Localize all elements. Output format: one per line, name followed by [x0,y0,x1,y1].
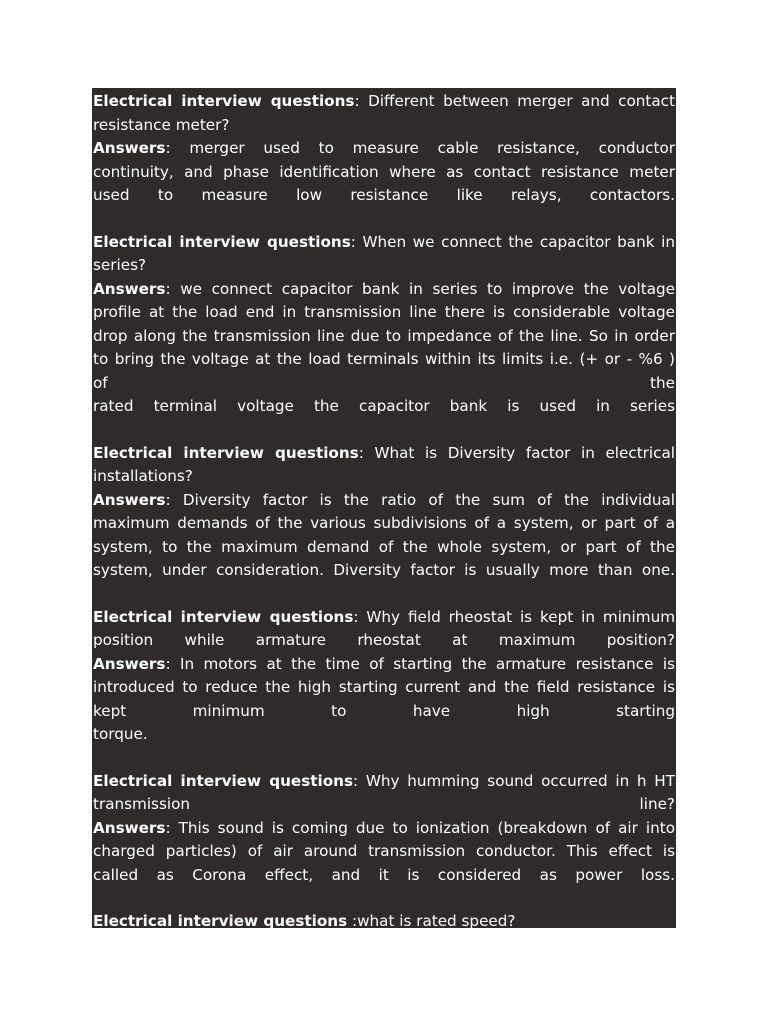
question-line [93,910,675,928]
answer-line [93,278,675,302]
line-text: : This sound is coming due to ionization (breakdown of air into [165,818,675,837]
question-label: Electrical interview questions [93,232,351,251]
question-label: Electrical interview questions [93,912,348,928]
question-label: Electrical interview questions [93,443,359,462]
text-line [93,723,675,747]
text-line [93,301,675,325]
section-spacer [93,747,675,770]
answer-label: Answers [93,279,166,298]
line-text: position while armature rheostat at maximum position? [93,631,675,649]
qa-section [93,90,675,208]
section-spacer [93,887,675,910]
line-text: of the [93,373,675,392]
line-text: maximum demands of the various subdivisions of a system, or part of a [93,514,675,532]
text-line [93,161,675,185]
question-label: Electrical interview questions [93,92,355,110]
text-line [93,629,675,653]
line-text: introduced to reduce the high starting current and the field resistance is [93,678,675,696]
text-line [93,325,675,349]
text-line [93,700,675,724]
text-line [93,114,675,138]
line-text: used to measure low resistance like relays, contactors. [93,186,675,204]
line-text: torque. [93,725,148,743]
section-spacer [93,419,675,442]
line-text: : Diversity factor is the ratio of the sum of the individual [165,490,675,509]
text-line [93,840,675,864]
line-text: continuity, and phase identification where as contact resistance meter [93,162,675,181]
line-text: : Different between merger and contact [354,92,675,110]
text-line [93,254,675,278]
text-line [93,184,675,208]
text-line [93,676,675,700]
line-text: : When we connect the capacitor bank in [350,232,675,251]
line-text: : Why humming sound occurred in h HT [352,771,675,790]
text-line [93,864,675,888]
text-line [93,559,675,583]
qa-section [93,231,675,419]
question-line [93,442,675,466]
question-line [93,90,675,114]
answer-label: Answers [93,139,166,157]
line-text: kept minimum to have high starting [93,701,675,720]
line-text: called as Corona effect, and it is considered as power loss. [93,865,675,884]
text-line [93,465,675,489]
answer-line [93,137,675,161]
line-text: charged particles) of air around transmission conductor. This effect is [93,842,675,860]
section-spacer [93,583,675,606]
answer-label: Answers [93,490,166,509]
answer-line [93,653,675,677]
line-text: to bring the voltage at the load terminals within its limits i.e. (+ or - %6 ) [93,350,675,368]
text-line [93,395,675,419]
qa-section [93,910,675,928]
line-text: : merger used to measure cable resistance, conductor [165,139,675,157]
section-spacer [93,208,675,231]
line-text: installations? [93,467,193,485]
line-text: system, under consideration. Diversity factor is usually more than one. [93,561,675,579]
question-line [93,770,675,794]
line-text: series? [93,256,147,274]
line-text: : we connect capacitor bank in series to improve the voltage [165,279,675,298]
answer-label: Answers [93,654,166,673]
answer-line [93,489,675,513]
line-text: : What is Diversity factor in electrical [358,443,675,462]
qa-section [93,770,675,888]
line-text: transmission line? [93,795,675,813]
qa-section [93,606,675,747]
text-line [93,372,675,396]
line-text: system, to the maximum demand of the whole system, or part of the [93,537,675,556]
document-page [92,88,676,928]
text-line [93,536,675,560]
question-line [93,606,675,630]
question-line [93,231,675,255]
qa-section [93,442,675,583]
text-line [93,512,675,536]
question-label: Electrical interview questions [93,607,354,626]
line-text: drop along the transmission line due to impedance of the line. So in order [93,326,675,345]
question-label: Electrical interview questions [93,771,353,790]
text-line [93,793,675,817]
line-text: : In motors at the time of starting the armature resistance is [165,654,675,673]
line-text: resistance meter? [93,115,230,134]
line-text: rated terminal voltage the capacitor bank is used in series [93,397,675,415]
answer-label: Answers [93,818,166,837]
answer-line [93,817,675,841]
line-text: : Why field rheostat is kept in minimum [353,607,675,626]
line-text: :what is rated speed? [347,912,516,928]
text-line [93,348,675,372]
line-text: profile at the load end in transmission line there is considerable voltage [93,303,675,321]
